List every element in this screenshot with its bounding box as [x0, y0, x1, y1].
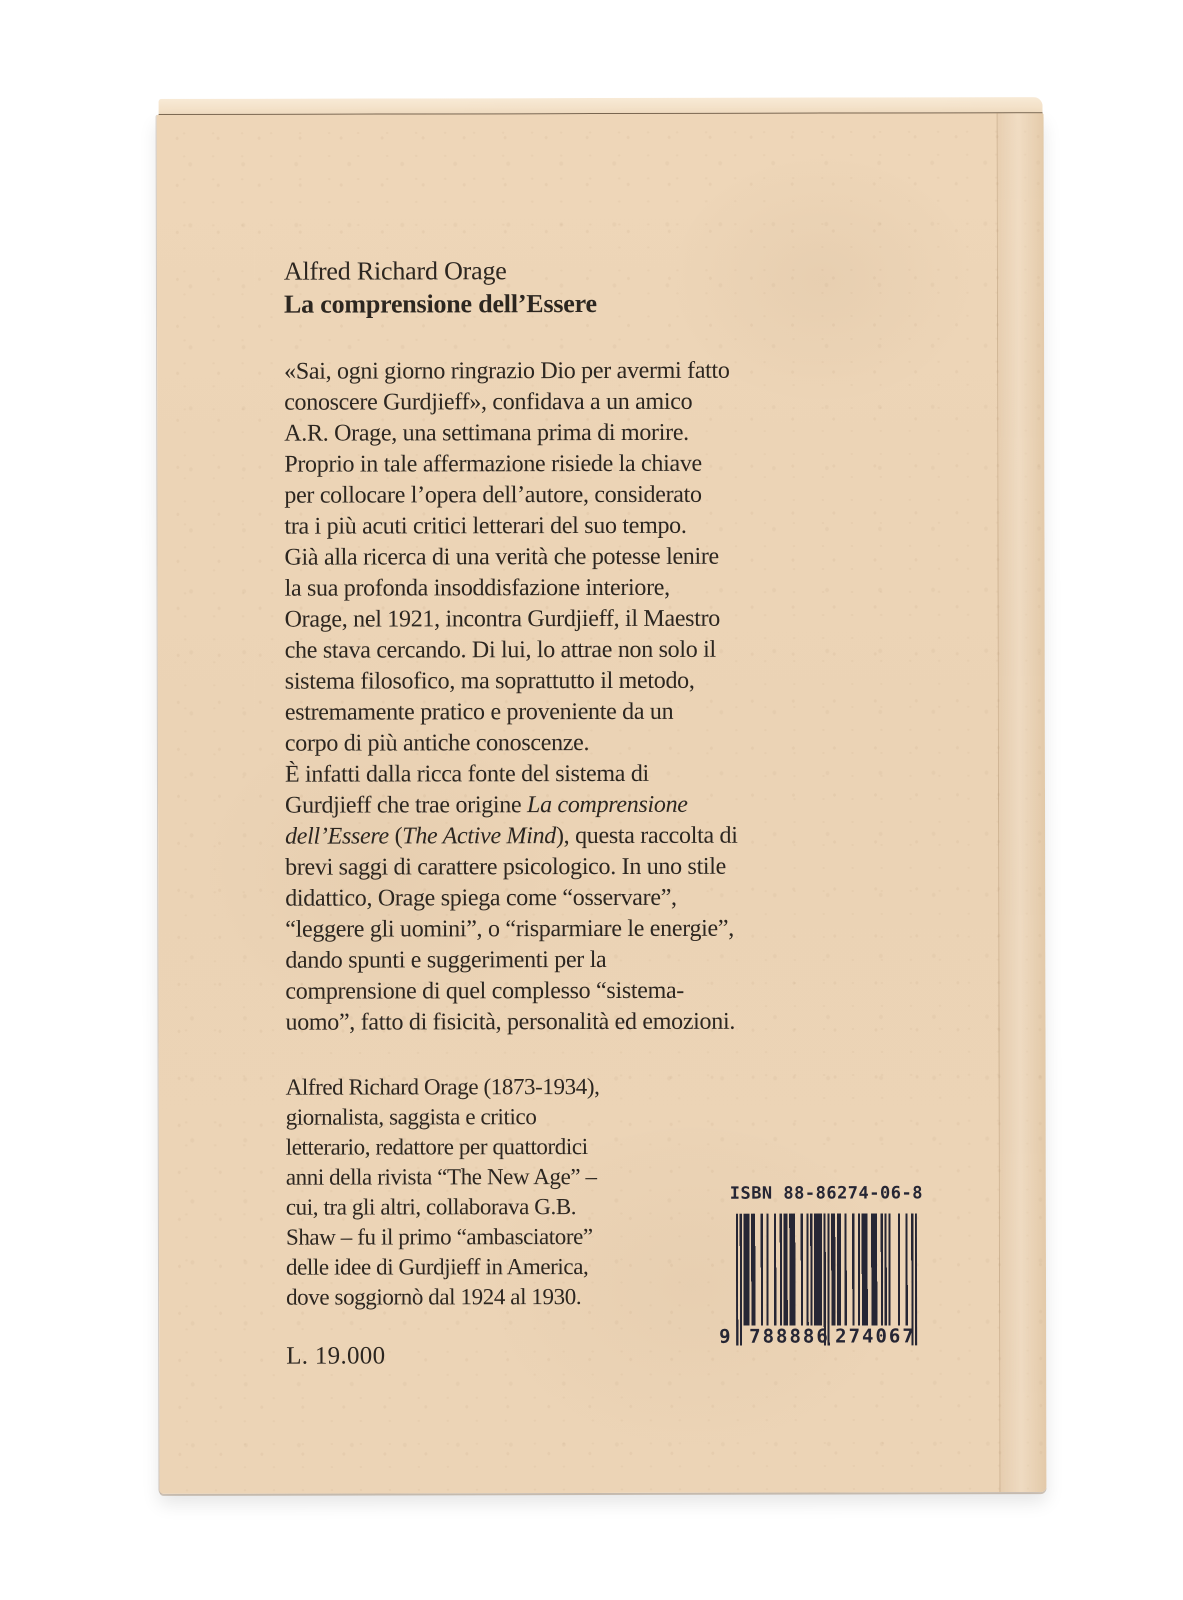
text-line: dell’Essere (The Active Mind), questa raccolta di	[285, 822, 738, 850]
barcode-digits	[719, 1325, 917, 1351]
barcode-digit-group2: 274067	[835, 1325, 916, 1348]
barcode-digit-group1: 788886	[749, 1325, 830, 1348]
text-line: la sua profonda insoddisfazione interiore,	[284, 574, 670, 602]
text-line: brevi saggi di carattere psicologico. In uno stile	[285, 853, 727, 881]
back-cover-blurb	[284, 356, 738, 1039]
text-line: Proprio in tale affermazione risiede la chiave	[284, 450, 702, 478]
text-line: estremamente pratico e proveniente da un	[284, 698, 674, 726]
text-line: didattico, Orage spiega come “osservare”,	[285, 884, 677, 912]
ean13-barcode	[719, 1213, 917, 1369]
text-line: Già alla ricerca di una verità che potesse lenire	[284, 543, 719, 571]
isbn-label: ISBN 88-86274-06-8	[729, 1183, 923, 1204]
spine-fold	[997, 113, 1047, 1492]
text-line: dando spunti e suggerimenti per la	[285, 946, 607, 974]
text-line: Orage, nel 1921, incontra Gurdjieff, il Maestro	[284, 605, 720, 633]
cover-face	[157, 113, 1047, 1494]
text-line: Gurdjieff che trae origine La comprensione	[284, 791, 688, 819]
text-line: corpo di più antiche conoscenze.	[284, 730, 590, 757]
title-block	[284, 254, 597, 321]
text-line: anni della rivista “The New Age” –	[285, 1164, 597, 1190]
text-line: È infatti dalla ricca fonte del sistema di	[284, 760, 649, 788]
author-name: Alfred Richard Orage	[283, 256, 507, 286]
text-line: per collocare l’opera dell’autore, considerato	[284, 481, 702, 509]
isbn-block	[719, 1183, 934, 1203]
text-line: A.R. Orage, una settimana prima di morire.	[284, 419, 689, 447]
text-line: che stava cercando. Di lui, lo attrae non solo il	[284, 636, 716, 664]
text-line: Alfred Richard Orage (1873-1934),	[285, 1074, 600, 1100]
text-line: «Sai, ogni giorno ringrazio Dio per avermi fatto	[284, 357, 730, 385]
text-line: giornalista, saggista e critico	[285, 1104, 537, 1130]
text-line: cui, tra gli altri, collaborava G.B.	[285, 1194, 577, 1220]
text-line: delle idee di Gurdjieff in America,	[285, 1254, 589, 1280]
text-line: Shaw – fu il primo “ambasciatore”	[285, 1224, 593, 1250]
barcode-digit-lead: 9	[719, 1325, 733, 1348]
book-title: La comprensione dell’Essere	[283, 289, 597, 319]
text-line: “leggere gli uomini”, o “risparmiare le energie”,	[285, 915, 734, 943]
text-line: sistema filosofico, ma soprattutto il metodo,	[284, 667, 695, 695]
price-label: L. 19.000	[286, 1342, 386, 1370]
text-line: uomo”, fatto di fisicità, personalità ed emozioni.	[285, 1008, 736, 1036]
text-line: comprensione di quel complesso “sistema-	[285, 977, 685, 1005]
text-line: dove soggiornò dal 1924 al 1930.	[286, 1284, 582, 1310]
text-line: tra i più acuti critici letterari del suo tempo.	[284, 512, 687, 540]
text-line: conoscere Gurdjieff», confidava a un amico	[284, 388, 693, 416]
text-line: letterario, redattore per quattordici	[285, 1134, 588, 1160]
book-back-cover	[157, 97, 1047, 1495]
author-bio	[286, 1072, 600, 1313]
